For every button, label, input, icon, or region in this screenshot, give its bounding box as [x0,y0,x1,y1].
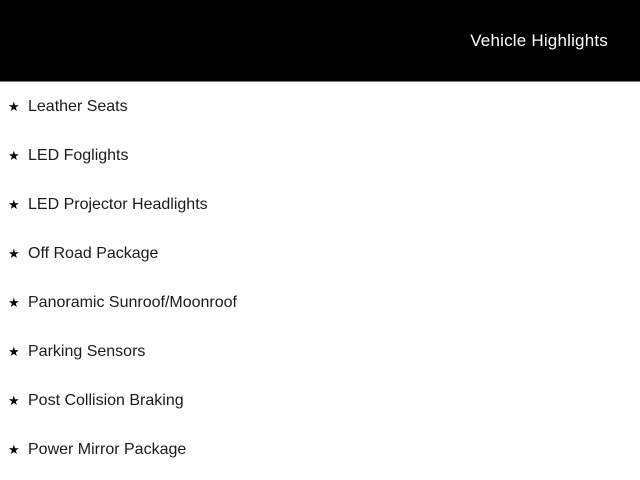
star-icon: ★ [8,197,20,212]
star-icon: ★ [8,442,20,457]
highlight-label: Panoramic Sunroof/Moonroof [28,293,237,311]
highlight-label: Power Mirror Package [28,440,187,458]
highlight-label: LED Projector Headlights [28,195,208,213]
list-item [0,327,640,376]
vehicle-highlights-list [0,82,640,474]
page-title: Vehicle Highlights [470,30,608,50]
list-item [0,425,640,474]
list-item [0,278,640,327]
star-icon: ★ [8,148,20,163]
star-icon: ★ [8,295,20,310]
star-icon: ★ [8,344,20,359]
list-item [0,131,640,180]
vehicle-highlights-header [0,0,640,82]
list-item [0,180,640,229]
highlight-label: Off Road Package [28,244,159,262]
list-item [0,229,640,278]
highlight-label: LED Foglights [28,146,129,164]
list-item [0,376,640,425]
star-icon: ★ [8,393,20,408]
star-icon: ★ [8,99,20,114]
highlight-label: Post Collision Braking [28,391,184,409]
highlight-label: Leather Seats [28,97,128,115]
highlight-label: Parking Sensors [28,342,146,360]
list-item [0,82,640,131]
star-icon: ★ [8,246,20,261]
